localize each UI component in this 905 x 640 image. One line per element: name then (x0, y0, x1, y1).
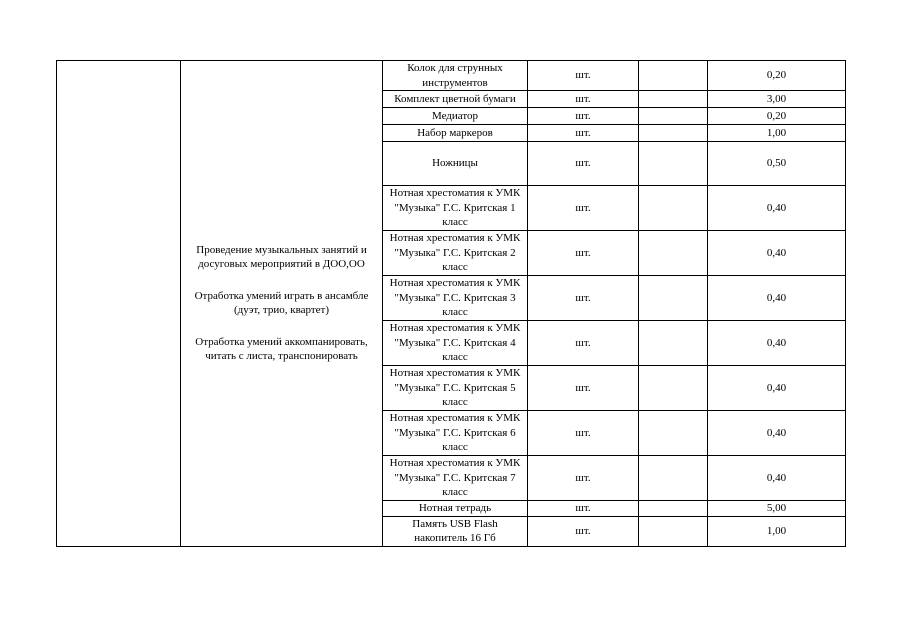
item-name-cell: Нотная хрестоматия к УМК "Музыка" Г.С. Критская 4 класс (383, 321, 528, 366)
item-extra-cell (639, 142, 708, 186)
item-name-cell: Медиатор (383, 108, 528, 125)
activity-description-cell (181, 61, 383, 547)
item-quantity-cell: 0,40 (708, 186, 846, 231)
equipment-table (56, 60, 846, 547)
activity-text: Отработка умений аккомпанировать, читать с листа, транспонировать (195, 335, 368, 363)
item-extra-cell (639, 186, 708, 231)
blank-cell (57, 61, 181, 547)
table-row (57, 61, 846, 91)
item-name-cell: Нотная хрестоматия к УМК "Музыка" Г.С. Критская 7 класс (383, 456, 528, 501)
item-unit-cell: шт. (528, 61, 639, 91)
item-extra-cell (639, 231, 708, 276)
item-quantity-cell: 1,00 (708, 125, 846, 142)
item-extra-cell (639, 366, 708, 411)
item-extra-cell (639, 61, 708, 91)
item-extra-cell (639, 516, 708, 546)
item-name-cell: Нотная хрестоматия к УМК "Музыка" Г.С. Критская 5 класс (383, 366, 528, 411)
item-name-cell: Нотная хрестоматия к УМК "Музыка" Г.С. Критская 3 класс (383, 276, 528, 321)
item-unit-cell: шт. (528, 501, 639, 517)
item-extra-cell (639, 91, 708, 108)
item-extra-cell (639, 456, 708, 501)
item-quantity-cell: 1,00 (708, 516, 846, 546)
item-name-cell: Набор маркеров (383, 125, 528, 142)
item-quantity-cell: 3,00 (708, 91, 846, 108)
item-quantity-cell: 0,50 (708, 142, 846, 186)
item-quantity-cell: 0,40 (708, 321, 846, 366)
item-name-cell: Комплект цветной бумаги (383, 91, 528, 108)
activity-text: Отработка умений играть в ансамбле (дуэт, трио, квартет) (194, 289, 369, 317)
item-unit-cell: шт. (528, 142, 639, 186)
item-extra-cell (639, 411, 708, 456)
item-unit-cell: шт. (528, 411, 639, 456)
item-name-cell: Колок для струнных инструментов (383, 61, 528, 91)
item-unit-cell: шт. (528, 516, 639, 546)
item-name-cell: Память USB Flash накопитель 16 Гб (383, 516, 528, 546)
item-name-cell: Нотная хрестоматия к УМК "Музыка" Г.С. Критская 2 класс (383, 231, 528, 276)
item-extra-cell (639, 501, 708, 517)
item-quantity-cell: 0,40 (708, 231, 846, 276)
item-quantity-cell: 0,40 (708, 456, 846, 501)
item-unit-cell: шт. (528, 125, 639, 142)
item-unit-cell: шт. (528, 186, 639, 231)
item-unit-cell: шт. (528, 91, 639, 108)
item-quantity-cell: 5,00 (708, 501, 846, 517)
item-unit-cell: шт. (528, 276, 639, 321)
item-extra-cell (639, 321, 708, 366)
item-unit-cell: шт. (528, 108, 639, 125)
item-quantity-cell: 0,40 (708, 366, 846, 411)
equipment-table-body (57, 61, 846, 547)
item-unit-cell: шт. (528, 231, 639, 276)
item-name-cell: Нотная хрестоматия к УМК "Музыка" Г.С. Критская 6 класс (383, 411, 528, 456)
item-extra-cell (639, 276, 708, 321)
item-unit-cell: шт. (528, 366, 639, 411)
activity-text: Проведение музыкальных занятий и досуговых мероприятий в ДОО,ОО (196, 243, 367, 271)
item-name-cell: Нотная тетрадь (383, 501, 528, 517)
item-name-cell: Нотная хрестоматия к УМК "Музыка" Г.С. Критская 1 класс (383, 186, 528, 231)
item-unit-cell: шт. (528, 321, 639, 366)
item-quantity-cell: 0,20 (708, 61, 846, 91)
item-quantity-cell: 0,40 (708, 276, 846, 321)
item-name-cell: Ножницы (383, 142, 528, 186)
item-quantity-cell: 0,20 (708, 108, 846, 125)
item-extra-cell (639, 108, 708, 125)
item-extra-cell (639, 125, 708, 142)
item-quantity-cell: 0,40 (708, 411, 846, 456)
item-unit-cell: шт. (528, 456, 639, 501)
